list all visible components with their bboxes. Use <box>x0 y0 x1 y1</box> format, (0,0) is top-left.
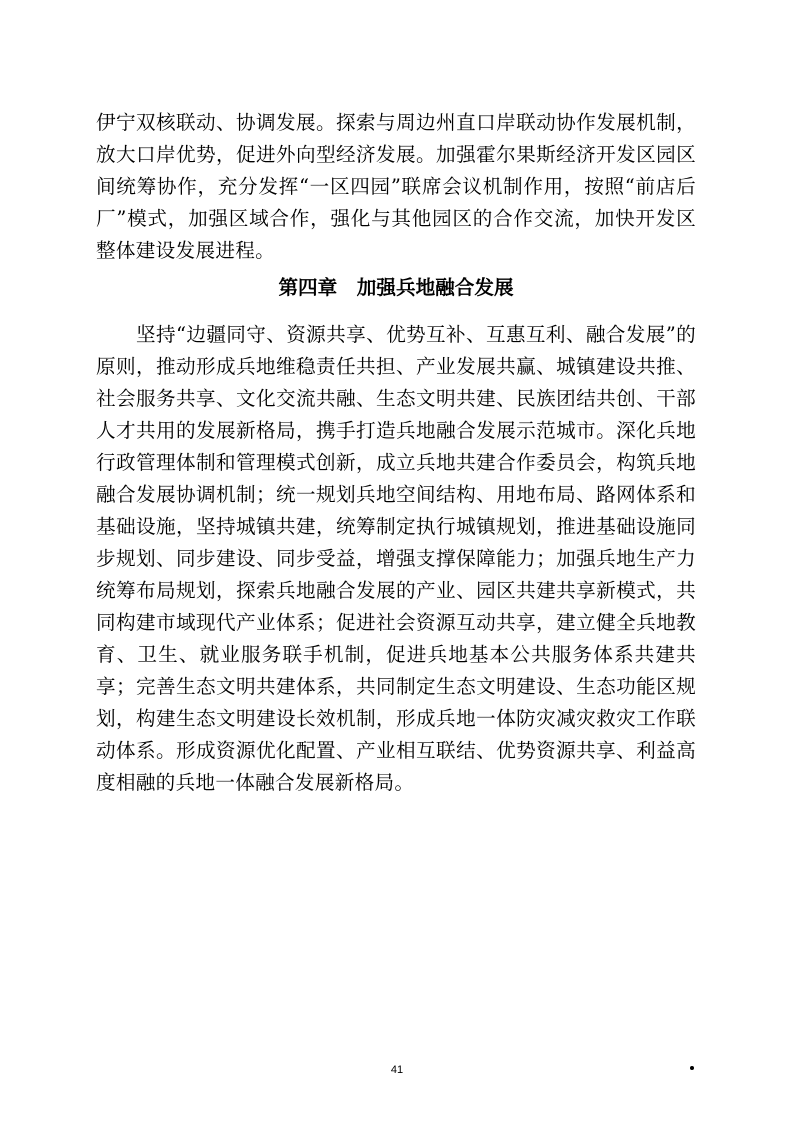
chapter-title: 第四章 加强兵地融合发展 <box>278 276 514 299</box>
footer-dot-mark <box>690 1066 694 1070</box>
page-number: 41 <box>390 1064 404 1076</box>
intro-paragraph: 伊宁双核联动、协调发展。探索与周边州直口岸联动协作发展机制，放大口岸优势，促进外向型经济发展。加强霍尔果斯经济开发区园区间统筹协作，充分发挥“一区四园”联席会议机制作用，按照“前店后厂”模式，加强区域合作，强化与其他园区的合作交流，加快开发区整体建设发展进程。 <box>96 111 696 262</box>
chapter-paragraph: 坚持“边疆同守、资源共享、优势互补、互惠互利、融合发展”的原则，推动形成兵地维稳责任共担、产业发展共赢、城镇建设共推、社会服务共享、文化交流共融、生态文明共建、民族团结共创、干部人才共用的发展新格局，携手打造兵地融合发展示范城市。深化兵地行政管理体制和管理模式创新，成立兵地共建合作委员会，构筑兵地融合发展协调机制；统一规划兵地空间结构、用地布局、路网体系和基础设施，坚持城镇共建，统筹制定执行城镇规划，推进基础设施同步规划、同步建设、同步受益，增强支撑保障能力；加强兵地生产力统筹布局规划，探索兵地融合发展的产业、园区共建共享新模式，共同构建市域现代产业体系；促进社会资源互动共享，建立健全兵地教育、卫生、就业服务联手机制，促进兵地基本公共服务体系共建共享；完善生态文明共建体系，共同制定生态文明建设、生态功能区规划，构建生态文明建设长效机制，形成兵地一体防灾减灾救灾工作联动体系。形成资源优化配置、产业相互联结、优势资源共享、利益高度相融的兵地一体融合发展新格局。 <box>96 323 696 794</box>
